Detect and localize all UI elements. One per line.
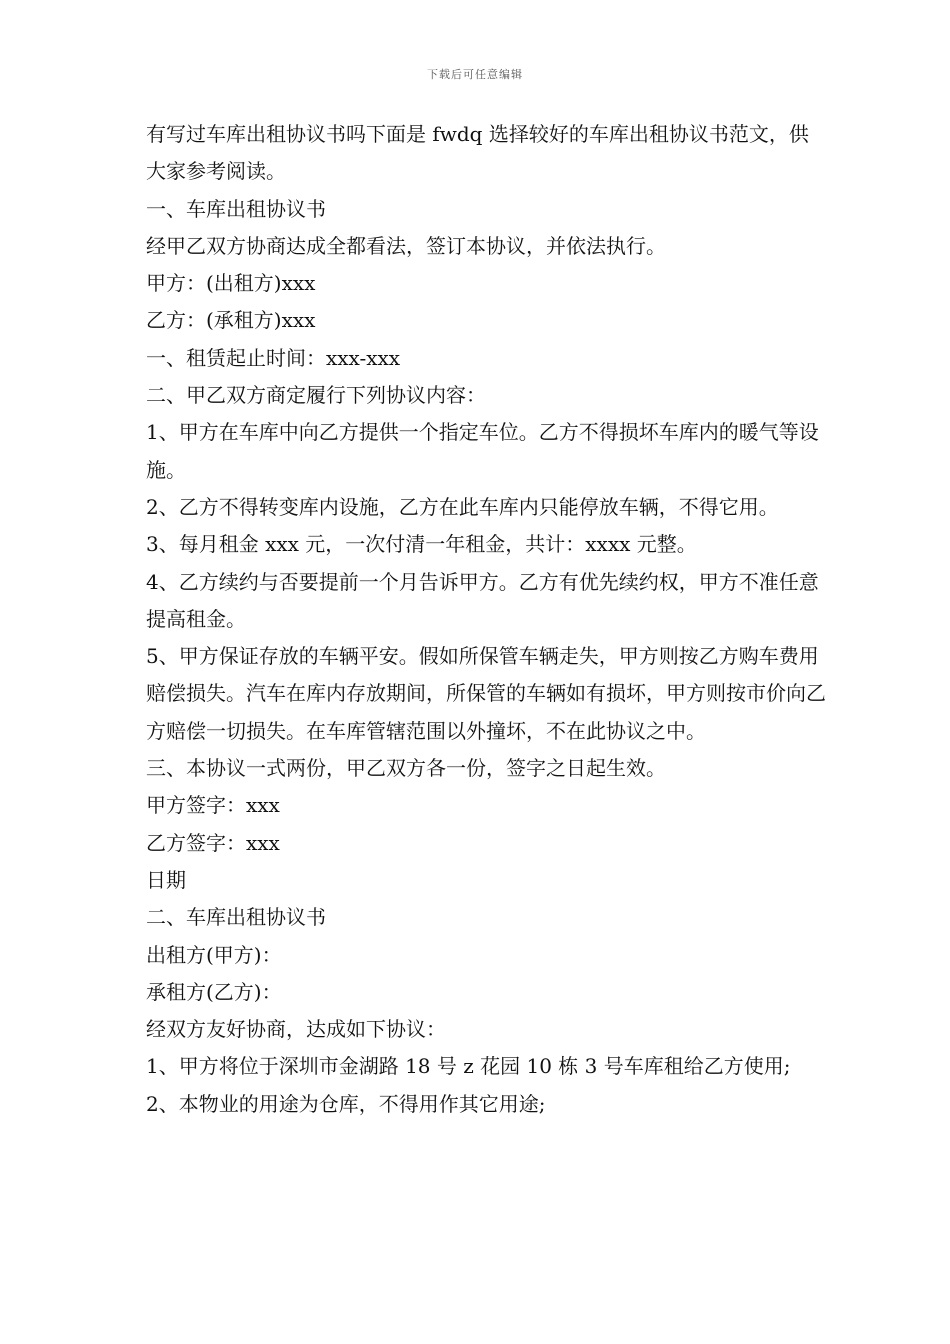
paragraph: 经双方友好协商，达成如下协议： (146, 1017, 446, 1042)
clause-item: 2、乙方不得转变库内设施，乙方在此车库内只能停放车辆，不得它用。 (146, 494, 779, 519)
lessee-line: 承租方(乙方)： (146, 979, 282, 1004)
intro-paragraph: 有写过车库出租协议书吗下面是 fwdq 选择较好的车库出租协议书范文，供大家参考阅读。 (146, 122, 809, 184)
party-b-line: 乙方：(承租方)xxx (146, 308, 316, 333)
signature-line-a: 甲方签字：xxx (146, 793, 280, 818)
section-heading: 二、车库出租协议书 (146, 905, 326, 930)
clause-item: 5、甲方保证存放的车辆平安。假如所保管车辆走失，甲方则按乙方购车费用赔偿损失。汽车在库内存放期间，所保管的车辆如有损坏，甲方则按市价向乙方赔偿一切损失。在车库管辖范围以外撞坏，不在此协议之中。 (146, 644, 826, 743)
clause-item: 2、本物业的用途为仓库，不得用作其它用途; (146, 1091, 546, 1116)
section-heading: 一、车库出租协议书 (146, 196, 326, 221)
clause-item: 3、每月租金 xxx 元，一次付清一年租金，共计：xxxx 元整。 (146, 532, 697, 557)
clause: 三、本协议一式两份，甲乙双方各一份，签字之日起生效。 (146, 756, 666, 781)
clause: 一、租赁起止时间：xxx-xxx (146, 345, 401, 370)
document-body (146, 116, 826, 1123)
clause-item: 1、甲方将位于深圳市金湖路 18 号 z 花园 10 栋 3 号车库租给乙方使用; (146, 1054, 791, 1079)
date-line: 日期 (146, 867, 186, 892)
page-header: 下载后可任意编辑 (427, 68, 523, 81)
clause-item: 1、甲方在车库中向乙方提供一个指定车位。乙方不得损坏车库内的暖气等设施。 (146, 420, 819, 482)
clause: 二、甲乙双方商定履行下列协议内容： (146, 383, 486, 408)
signature-line-b: 乙方签字：xxx (146, 830, 280, 855)
paragraph: 经甲乙双方协商达成全都看法，签订本协议，并依法执行。 (146, 233, 666, 258)
party-a-line: 甲方：(出租方)xxx (146, 271, 316, 296)
lessor-line: 出租方(甲方)： (146, 942, 282, 967)
clause-item: 4、乙方续约与否要提前一个月告诉甲方。乙方有优先续约权，甲方不准任意提高租金。 (146, 569, 819, 631)
